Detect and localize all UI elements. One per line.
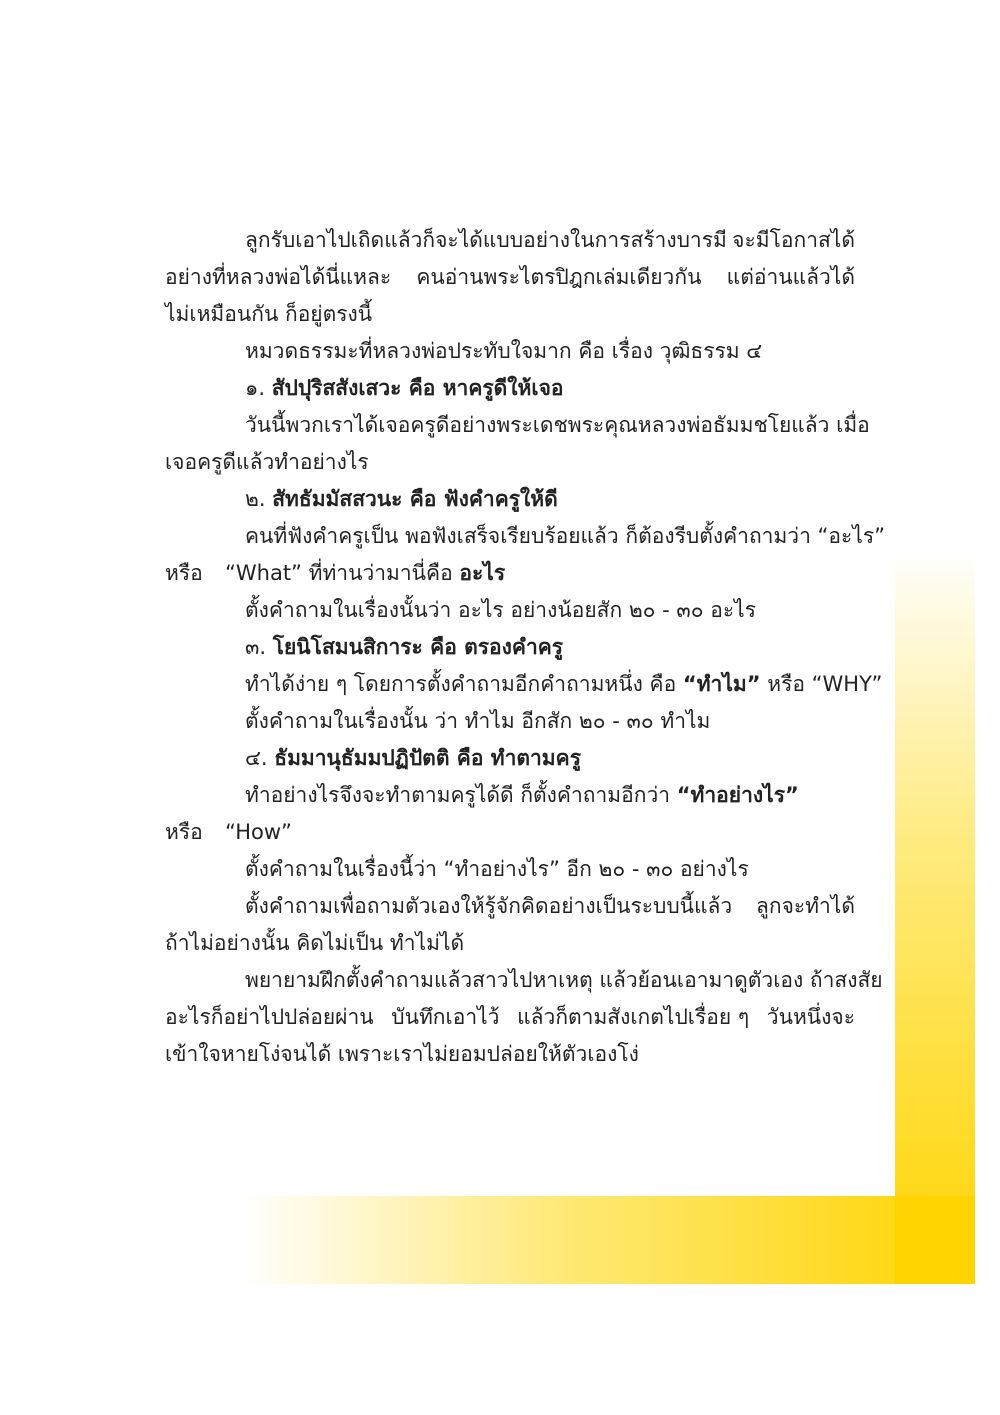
text-segment: คนอ่านพระไตรปิฎกเล่มเดียวกัน (416, 265, 702, 289)
text-segment: อะไรก็อย่าไปปล่อยผ่าน (165, 1005, 374, 1029)
text-segment: ทำอย่างไรจึงจะทำตามครูได้ดี ก็ตั้งคำถามอีกว่า (245, 783, 671, 807)
paragraph-line (165, 1036, 855, 1073)
text-segment: บันทึกเอาไว้ (391, 1005, 500, 1029)
paragraph-line (165, 555, 855, 592)
text-segment-group (225, 555, 505, 592)
text-segment: ตั้งคำถามในเรื่องนั้นว่า อะไร อย่างน้อยสัก ๒๐ - ๓๐ อะไร (245, 598, 757, 622)
text-segment: หรือ “WHY” (767, 672, 883, 696)
bold-text: “ทำไม” (682, 672, 761, 696)
text-segment: วันนี้พวกเราได้เจอครูดีอย่างพระเดชพระคุณหลวงพ่อธัมมชโยแล้ว เมื่อ (245, 413, 870, 437)
text-segment: ตั้งคำถามในเรื่องนั้น ว่า ทำไม อีกสัก ๒๐ - ๓๐ ทำไม (245, 709, 711, 733)
paragraph-line (165, 518, 886, 555)
paragraph-line (165, 962, 883, 999)
text-segment: พยายามฝึกตั้งคำถามแล้วสาวไปหาเหตุ แล้วย้อนเอามาดูตัวเอง ถ้าสงสัย (245, 968, 883, 992)
paragraph-line (165, 296, 855, 333)
paragraph-line (165, 222, 855, 259)
text-segment: วันหนึ่งจะ (766, 1005, 855, 1029)
text-segment: ถ้าไม่อย่างนั้น คิดไม่เป็น ทำไม่ได้ (165, 931, 465, 955)
text-segment: เข้าใจหายโง่จนได้ เพราะเราไม่ยอมปล่อยให้ตัวเองโง่ (165, 1042, 639, 1066)
heading-number: ๑. (245, 376, 266, 400)
text-segment: จะมีโอกาสได้ (732, 228, 855, 252)
paragraph-line (165, 703, 855, 740)
paragraph-line (165, 444, 855, 481)
section-heading-1 (165, 370, 855, 407)
heading-text: สัทธัมมัสสวนะ คือ ฟังคำครูให้ดี (272, 487, 558, 511)
text-segment: หมวดธรรมะที่หลวงพ่อประทับใจมาก คือ เรื่อง วุฒิธรรม ๔ (245, 339, 763, 363)
section-heading-2 (165, 481, 855, 518)
text-segment: แต่อ่านแล้วได้ (726, 265, 855, 289)
section-heading-3 (165, 629, 855, 666)
heading-number: ๓. (245, 635, 267, 659)
text-segment: ลูกรับเอาไปเถิดแล้วก็จะได้แบบอย่างในการสร้างบารมี (245, 228, 727, 252)
paragraph-line (165, 851, 855, 888)
text-segment: ลูกจะทำได้ (755, 894, 855, 918)
paragraph-line (165, 925, 855, 962)
heading-number: ๒. (245, 487, 266, 511)
text-segment: ตั้งคำถามในเรื่องนี้ว่า “ทำอย่างไร” อีก ๒๐ - ๓๐ อย่างไร (245, 857, 749, 881)
heading-text: ธัมมานุธัมมปฏิปัตติ คือ ทำตามครู (274, 746, 581, 770)
heading-text: โยนิโสมนสิการะ คือ ตรองคำครู (272, 635, 564, 659)
paragraph-line (165, 259, 855, 296)
heading-number: ๔. (245, 746, 268, 770)
paragraph-line (165, 666, 883, 703)
heading-text: สัปปุริสสังเสวะ คือ หาครูดีให้เจอ (271, 376, 564, 400)
paragraph-line (165, 407, 870, 444)
paragraph-line (165, 814, 855, 851)
paragraph-line (165, 333, 855, 370)
text-segment: อย่างที่หลวงพ่อได้นี่แหละ (165, 265, 392, 289)
text-segment: “What” ที่ท่านว่ามานี่คือ (225, 561, 453, 585)
paragraph-line (165, 777, 855, 814)
paragraph-line (165, 888, 855, 925)
page-body (165, 222, 886, 1073)
paragraph-line (165, 592, 855, 629)
decorative-gradient-side (895, 545, 975, 1284)
text-segment: “How” (225, 820, 292, 844)
section-heading-4 (165, 740, 855, 777)
text-segment: หรือ (165, 820, 203, 844)
text-segment: ตั้งคำถามเพื่อถามตัวเองให้รู้จักคิดอย่างเป็นระบบนี้แล้ว (245, 894, 733, 918)
decorative-gradient-bottom (240, 1196, 975, 1284)
paragraph-line (165, 999, 855, 1036)
bold-text: อะไร (459, 561, 506, 585)
bold-text: “ทำอย่างไร” (676, 783, 799, 807)
text-segment: เจอครูดีแล้วทำอย่างไร (165, 450, 369, 474)
text-segment: แล้วก็ตามสังเกตไปเรื่อย ๆ (517, 1005, 750, 1029)
text-segment: ทำได้ง่าย ๆ โดยการตั้งคำถามอีกคำถามหนึ่ง คือ (245, 672, 677, 696)
text-segment: คนที่ฟังคำครูเป็น พอฟังเสร็จเรียบร้อยแล้ว ก็ต้องรีบตั้งคำถามว่า “อะไร” (245, 524, 886, 548)
text-segment: ไม่เหมือนกัน ก็อยู่ตรงนี้ (165, 302, 373, 326)
text-segment: หรือ (165, 561, 203, 585)
